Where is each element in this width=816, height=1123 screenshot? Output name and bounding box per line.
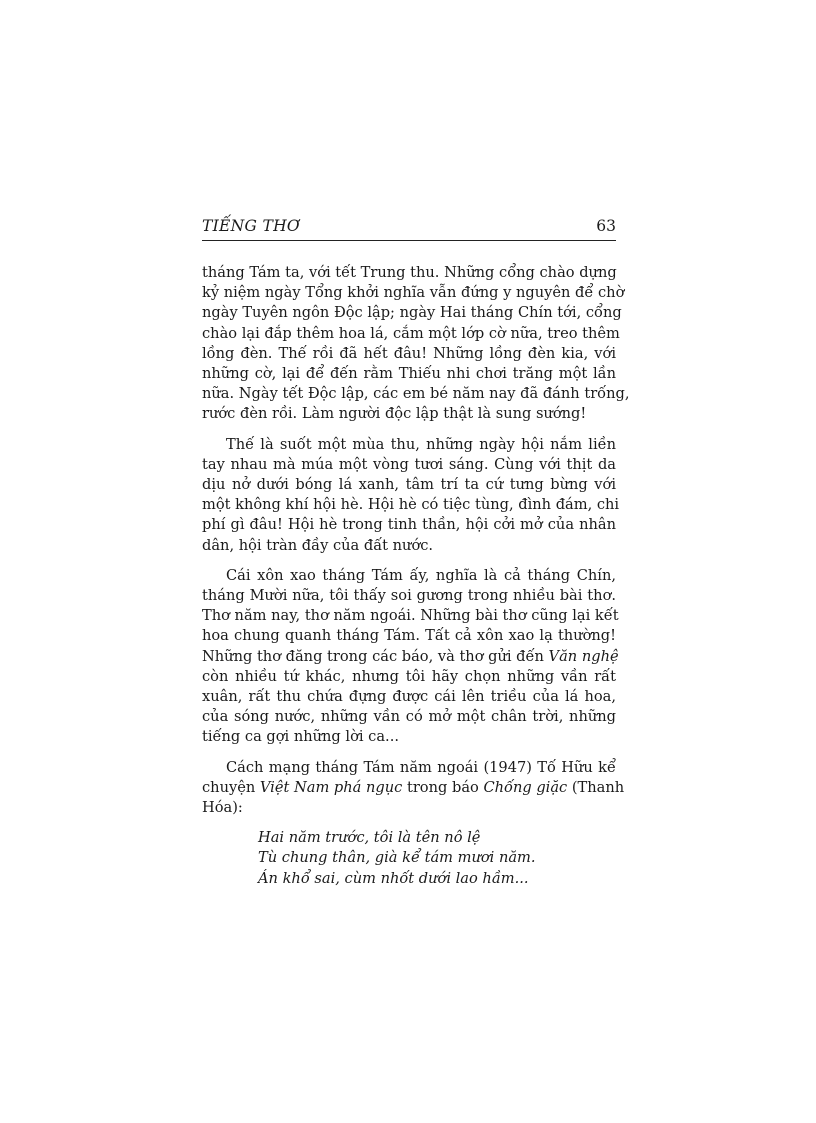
text-line: tháng Tám ta, với tết Trung thu. Những cổng chào dựng [202, 264, 617, 281]
magazine-title: Văn nghệ [548, 647, 619, 665]
text-line: Cái xôn xao tháng Tám ấy, nghĩa là cả tháng Chín, [226, 566, 616, 584]
poem-verse: Tù chung thân, già kể tám mươi năm. [258, 849, 536, 867]
poem-title: Việt Nam phá ngục [259, 778, 403, 796]
text-line: của sóng nước, những vần có mở một chân trời, những [202, 708, 616, 726]
text-line: Hóa): [202, 799, 243, 817]
text-line: kỷ niệm ngày Tổng khởi nghĩa vẫn đứng y nguyên để chờ [202, 284, 625, 302]
text-line: dịu nở dưới bóng lá xanh, tâm trí ta cứ tưng bừng với [202, 476, 616, 494]
text-line: tiếng ca gợi những lời ca... [202, 728, 399, 746]
text-line: tháng Mười nữa, tôi thấy soi gương trong nhiều bài thơ. [202, 587, 616, 605]
text-line: phí gì đâu! Hội hè trong tinh thần, hội cởi mở của nhân [202, 516, 616, 534]
text-line: tay nhau mà múa một vòng tươi sáng. Cùng với thịt da [202, 455, 616, 473]
text-line-with-emphasis [202, 778, 625, 798]
page-body [202, 263, 630, 889]
text-line: Cách mạng tháng Tám năm ngoái (1947) Tố Hữu kể [226, 758, 616, 776]
text-segment: (Thanh [567, 778, 625, 796]
paragraph-2 [202, 435, 620, 556]
text-segment: trong báo [402, 778, 484, 796]
text-line: những cờ, lại để đến rằm Thiếu nhi chơi trăng một lần [202, 365, 616, 383]
newspaper-title: Chống giặc [483, 778, 568, 796]
text-line: xuân, rất thu chứa đựng được cái lên triều của lá hoa, [202, 688, 616, 706]
page-number: 63 [596, 217, 616, 235]
text-line: Thơ năm nay, thơ năm ngoái. Những bài thơ cũng lại kết [202, 607, 619, 625]
text-line-with-emphasis [202, 647, 619, 667]
text-segment: Những thơ đăng trong các báo, và thơ gửi đến [202, 647, 549, 665]
text-line: rước đèn rồi. Làm người độc lập thật là sung sướng! [202, 405, 587, 423]
text-line: ngày Tuyên ngôn Độc lập; ngày Hai tháng Chín tới, cổng [202, 304, 622, 322]
paragraph-4 [202, 758, 625, 819]
paragraph-1 [202, 263, 630, 425]
text-line: còn nhiều tứ khác, nhưng tôi hãy chọn những vần rất [202, 667, 616, 685]
poem-verse: Án khổ sai, cùm nhốt dưới lao hầm... [258, 869, 529, 887]
text-segment: chuyện [202, 778, 260, 796]
text-line: lồng đèn. Thế rồi đã hết đâu! Những lồng đèn kia, với [202, 344, 616, 362]
text-line: dân, hội tràn đầy của đất nước. [202, 536, 434, 554]
book-page [202, 214, 630, 889]
poem-verse: Hai năm trước, tôi là tên nô lệ [258, 829, 481, 847]
text-line: hoa chung quanh tháng Tám. Tất cả xôn xao lạ thường! [202, 627, 616, 645]
text-line: Thế là suốt một mùa thu, những ngày hội nắm liền [226, 435, 616, 453]
text-line: chào lại đắp thêm hoa lá, cắm một lớp cờ nữa, treo thêm [202, 324, 620, 342]
text-line: nữa. Ngày tết Độc lập, các em bé năm nay đã đánh trống, [202, 385, 630, 403]
chapter-title: TIẾNG THƠ [202, 217, 300, 235]
text-line: một không khí hội hè. Hội hè có tiệc tùng, đình đám, chi [202, 496, 620, 514]
running-header [202, 214, 616, 241]
poem-quote [258, 828, 616, 889]
paragraph-3 [202, 566, 619, 748]
